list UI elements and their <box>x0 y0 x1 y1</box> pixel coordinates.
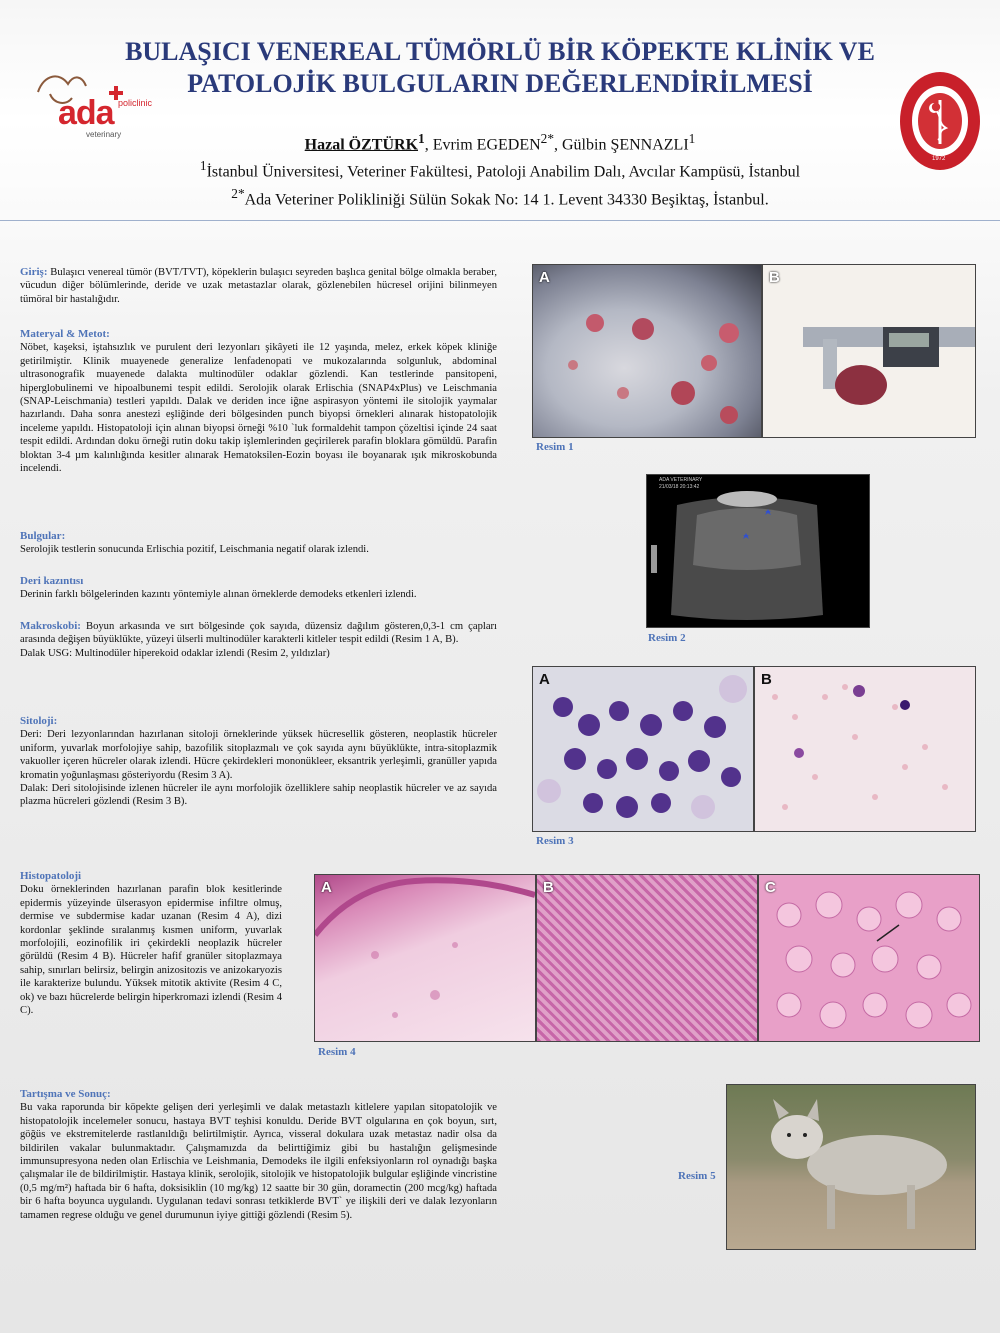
histology-high-mag-icon <box>759 875 979 1041</box>
resim2-ultrasound <box>646 474 870 628</box>
authors-block <box>120 128 880 210</box>
resim3-b-label: B <box>761 671 772 688</box>
header-divider <box>0 220 1000 221</box>
section-tartisma <box>20 1088 497 1222</box>
sito-text: Deri: Deri lezyonlarından hazırlanan sitoloji örneklerinde yüksek hücresellik gösteren, neoplastik hücreler uniform, yuvarlak morfolojiye sahip, bazofilik sitoplazmalı ve çok sayıda aynı büyüklükte, intra-sitoplazmik vakuoller içeren hücreler olarak izlendi. Hücre çekirdekleri mononükleer, eksantrik yerleşimli, granüller yapıda kromatin yoğunlaşması gösteriyordu (Resim 3 A). <box>20 729 497 781</box>
section-sito <box>20 715 497 809</box>
resim5-dog-photo <box>726 1084 976 1250</box>
authors-line <box>120 128 880 155</box>
us-header: ADA VETERINARY <box>659 477 703 483</box>
university-seal <box>898 70 982 172</box>
resim3-b-image <box>754 666 976 832</box>
section-deri <box>20 575 497 602</box>
dog-photo-icon <box>727 1085 975 1249</box>
giris-heading: Giriş: <box>20 266 48 278</box>
affiliation-2 <box>120 183 880 210</box>
ultrasound-scan-icon <box>647 475 869 627</box>
author-main: Hazal ÖZTÜRK <box>304 136 419 154</box>
section-bulgular <box>20 530 497 557</box>
section-histo <box>20 870 282 1017</box>
title-line-1: BULAŞICI VENEREAL TÜMÖRLÜ BİR KÖPEKTE KLİNİK VE <box>125 37 875 66</box>
resim1-a-label: A <box>539 269 550 286</box>
section-materyal <box>20 328 497 475</box>
caliper-icon <box>763 265 975 437</box>
resim3-a-image <box>532 666 754 832</box>
ada-brand: ada <box>58 94 114 132</box>
resim4-caption: Resim 4 <box>318 1046 356 1058</box>
makro-text: Boyun arkasında ve sırt bölgesinde çok sayıda, düzensiz dağılım gösteren,0,3-1 cm çapları arasında değişen büyüklükte, yüzeyi ülserli multinodüler karakterli kitleler tespit edildi (Resim 1 A, B). <box>20 621 497 646</box>
author-2-sup: 2* <box>540 131 554 146</box>
makro-heading: Makroskobi: <box>20 620 81 632</box>
resim4-a-label: A <box>321 879 332 896</box>
bulgular-text: Serolojik testlerin sonucunda Erlischia pozitif, Leischmania negatif olarak izlendi. <box>20 544 369 556</box>
resim3-a-label: A <box>539 671 550 688</box>
author-main-sup: 1 <box>418 131 425 146</box>
resim4-a-image <box>314 874 536 1042</box>
author-3: , Gülbin ŞENNAZLI <box>554 136 689 154</box>
resim1-b-image <box>762 264 976 438</box>
skin-nodules-icon <box>533 265 761 437</box>
giris-text: Bulaşıcı venereal tümör (BVT/TVT), köpeklerin bulaşıcı seyreden başlıca genital bölge olmakla beraber, vücudun diğer bölümlerinde, deride ve uzak metastazlar olarak, gözlenebilen hücresel orijini bilinmeyen tümöral bir hastalığıdır. <box>20 267 497 305</box>
resim3-caption: Resim 3 <box>536 835 574 847</box>
poster-title <box>90 36 910 100</box>
bulgular-heading: Bulgular: <box>20 530 66 542</box>
author-2: , Evrim EGEDEN <box>424 136 541 154</box>
resim2-caption: Resim 2 <box>648 632 686 644</box>
deri-text: Derinin farklı bölgelerinden kazıntı yöntemiyle alınan örneklerde demodeks etkenleri izlendi. <box>20 589 417 601</box>
aff2-text: Ada Veteriner Polikliniği Sülün Sokak No: 14 1. Levent 34330 Beşiktaş, İstanbul. <box>244 190 769 208</box>
materyal-text: Nöbet, kaşeksi, iştahsızlık ve purulent deri lezyonları şikâyeti ile 12 yaşında, melez, erkek köpek kliniğe getirilmiştir. Klinik muayenede generalize lenfadenopati ve mukozalarında solgunluk, abdominal ultrasonografik muayenede dalakta multinodüler odaklar gözlendi. Kan testlerinde pansitopeni, hiperglobulinemi ve hipoalbunemi tespit edildi. Serolojik olarak Erlischia (SNAP4xPlus) ve Leischmania (SNAP-Leischmania) testleri yapıldı. Dalak ve deriden ince iğne aspirasyon yöntemi ile sitolojik yaymalar hazırlandı. Daha sonra anestezi eşliğinde deri bölgesinden punch biyopsi örnekleri alınarak histopatolojik inceleme yapıldı. Histopatoloji için alınan biyopsi örneği %10 `luk formaldehit tampon çözeltisi içinde 24 saat tespit edildi. Ardından doku örneği rutin doku takip işlemlerinden geçirilerek parafin bloklara gömüldü. Parafin bloktan 3-4 µm kalınlığında kesitler alınarak Hematoksilen-Eozin boyası ile boyanarak ışık mikroskobunda incelendi. <box>20 342 497 475</box>
histo-heading: Histopatoloji <box>20 870 82 882</box>
aff1-text: İstanbul Üniversitesi, Veteriner Fakültesi, Patoloji Anabilim Dalı, Avcılar Kampüsü, İstanbul <box>206 163 801 181</box>
ada-sub-policlinic: policlinic <box>118 98 153 108</box>
spleen-cytology-icon <box>755 667 975 831</box>
cytology-cells-icon <box>533 667 753 831</box>
histo-text: Doku örneklerinden hazırlanan parafin blok kesitlerinde epidermis yüzeyinde ülserasyon epidermise infiltre olmuş, dermise ve subdermise kadar uzanan (Resim 4 A), dizi kordonlar şeklinde sıralanmış kısmen uniform, yuvarlak morfolojili, eozinofilik iri çekirdekli neoplazik hücreler görüldü (Resim 4 B). Hücreler hafif granüler sitoplazmaya sahip, sınırları belirsiz, belirgin anizositozis ve anizokaryozis ile karakterize bulundu. Yüksek mitotik aktivite (Resim 4 C, ok) ve bazı hücrelerde belirgin hiperkromazi izlendi (Resim 4 C). <box>20 884 282 1017</box>
sito-text-2: Dalak: Deri sitolojisinde izlenen hücreler ile aynı morfolojik özelliklere sahip neoplastik hücreler ve az sayıda plazma hücreleri gözlendi (Resim 3 B). <box>20 783 497 808</box>
resim1-caption: Resim 1 <box>536 441 574 453</box>
materyal-heading: Materyal & Metot: <box>20 328 110 340</box>
resim4-c-image <box>758 874 980 1042</box>
author-3-sup: 1 <box>688 131 696 146</box>
resim1-a-image <box>532 264 762 438</box>
resim4-b-label: B <box>543 879 554 896</box>
resim1-b-label: B <box>769 269 780 286</box>
ada-sub-veterinary: veterinary <box>86 130 122 139</box>
deri-heading: Deri kazıntısı <box>20 575 84 587</box>
makro-text-2: Dalak USG: Multinodüler hiperekoid odaklar izlendi (Resim 2, yıldızlar) <box>20 647 330 659</box>
tartisma-heading: Tartışma ve Sonuç: <box>20 1088 111 1100</box>
seal-year: 1972 <box>932 156 946 162</box>
us-date: 21/03/18 20:13:42 <box>659 484 700 490</box>
affiliation-1 <box>120 155 880 182</box>
histology-low-mag-icon <box>315 875 535 1041</box>
aff1-sup: 1 <box>199 158 207 174</box>
resim4-b-image <box>536 874 758 1042</box>
aff2-sup: 2* <box>231 185 245 201</box>
title-line-2: PATOLOJİK BULGULARIN DEĞERLENDİRİLMESİ <box>187 69 813 98</box>
resim4-c-label: C <box>765 879 776 896</box>
sito-heading: Sitoloji: <box>20 715 58 727</box>
resim5-caption: Resim 5 <box>678 1170 716 1182</box>
section-giris <box>20 266 497 306</box>
tartisma-text: Bu vaka raporunda bir köpekte gelişen deri yerleşimli ve dalak metastazlı kitlelere yapılan sitopatolojik ve histopatolojik incelemeler sonucu, hastaya BVT teşhisi konuldu. Deride BVT olgularına en çok boyun, sırt, göğüs ve ekstremitelerde rastlanıldığı belirtilmiştir. Ayrıca, visseral dokulara uzak metastaz nadir olsa da bildirilen vakalar bulunmaktadır. Çalışmamızda da belirttiğimiz gibi bu hastalığın gelişmesinde immunsupresyona neden olan Erlischia ve Leishmania, Demodeks ile ilgili enfeksiyonların rol oynadığı başka çalışmalar ile de bildirilmiştir. Hastaya klinik, serolojik, sitolojik ve histopatolojik bulgular eşliğinde vincristine (0,5 mg/m²) haftada bir 6 hafta, doksisiklin (10 mg/kg) 12 saatte bir 30 gün, doramectin (200 mcg/kg) haftada bir 6 hafta boyunca uygulandı. Uygulanan tedavi sonrası tetkiklerde BVT` ye ilişkili deri ve dalak lezyonların tamamen regrese olduğu ve genel durumunun iyiye gittiği gözlendi (Resim 5). <box>20 1102 497 1221</box>
section-makro <box>20 620 497 660</box>
